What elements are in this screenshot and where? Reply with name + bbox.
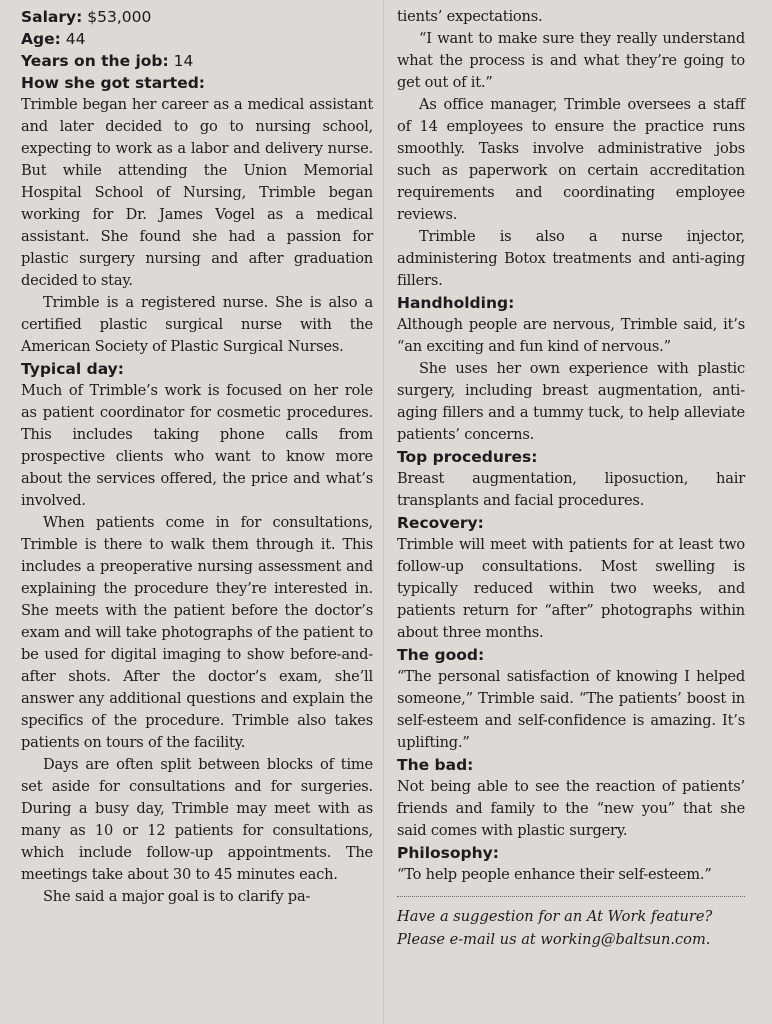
paragraph: When patients come in for consultations, Trimble is there to walk them through it. This includes a preoperative nursing assessment and explaining the procedure they’re interested in. She meets with the patient before the doctor’s exam and will take photographs of the patient to be used for digital imaging to show before-and-after shots. After the doctor’s exam, she’ll answer any additional questions and explain the specifics of the procedure. Trimble also takes patients on tours of the facility. [21,514,373,751]
stat-years: Years on the job: 14 [21,52,194,70]
footer-line-2: Please e-mail us at working@baltsun.com. [397,931,711,948]
paragraph: Trimble will meet with patients for at least two follow-up consultations. Most swelling is typically reduced within two weeks, and patients return for “after” photographs within about three months. [397,536,745,641]
heading-top-procedures: Top procedures: [397,448,538,466]
paragraph: “I want to make sure they really understand what the process is and what they’re going to get out of it.” [397,30,745,91]
stat-salary: Salary: $53,000 [21,8,152,26]
stat-age: Age: 44 [21,30,86,48]
heading-the-good: The good: [397,646,485,664]
paragraph: “To help people enhance their self-esteem.” [397,866,712,883]
footer-divider [397,896,745,897]
paragraph: She said a major goal is to clarify pa- [43,888,311,905]
right-column [397,6,745,1024]
paragraph: Days are often split between blocks of time set aside for consultations and for surgeries. During a busy day, Trimble may meet with as many as 10 or 12 patients for consultations, which include follow-up appointments. The meetings take about 30 to 45 minutes each. [21,756,373,883]
column-divider [383,0,384,1024]
paragraph: Trimble began her career as a medical assistant and later decided to go to nursing school, expecting to work as a labor and delivery nurse. But while attending the Union Memorial Hospital School of Nursing, Trimble began working for Dr. James Vogel as a medical assistant. She found she had a passion for plastic surgery nursing and after graduation decided to stay. [21,96,373,289]
paragraph: Not being able to see the reaction of patients’ friends and family to the “new you” that she said comes with plastic surgery. [397,778,745,839]
heading-how-started: How she got started: [21,74,206,92]
paragraph: Breast augmentation, liposuction, hair transplants and facial procedures. [397,470,745,509]
paragraph: Trimble is a registered nurse. She is also a certified plastic surgical nurse with the American Society of Plastic Surgical Nurses. [21,294,373,355]
heading-recovery: Recovery: [397,514,484,532]
paragraph: She uses her own experience with plastic surgery, including breast augmentation, anti-aging fillers and a tummy tuck, to help alleviate patients’ concerns. [397,360,745,443]
paragraph: Trimble is also a nurse injector, administering Botox treatments and anti-aging fillers. [397,228,745,289]
paragraph: Although people are nervous, Trimble said, it’s “an exciting and fun kind of nervous.” [397,316,745,355]
heading-the-bad: The bad: [397,756,474,774]
left-column [21,6,373,1024]
paragraph: “The personal satisfaction of knowing I helped someone,” Trimble said. “The patients’ boost in self-esteem and self-confidence is amazing. It’s uplifting.” [397,668,745,751]
heading-typical-day: Typical day: [21,360,124,378]
heading-handholding: Handholding: [397,294,515,312]
footer-line-1: Have a suggestion for an At Work feature? [397,908,713,925]
paragraph: Much of Trimble’s work is focused on her role as patient coordinator for cosmetic procedures. This includes taking phone calls from prospective clients who want to know more about the services offered, the price and what’s involved. [21,382,373,509]
paragraph-continued: tients’ expectations. [397,8,543,25]
heading-philosophy: Philosophy: [397,844,499,862]
paragraph: As office manager, Trimble oversees a staff of 14 employees to ensure the practice runs smoothly. Tasks involve administrative jobs such as paperwork on certain accreditation requirements and coordinating employee reviews. [397,96,745,223]
